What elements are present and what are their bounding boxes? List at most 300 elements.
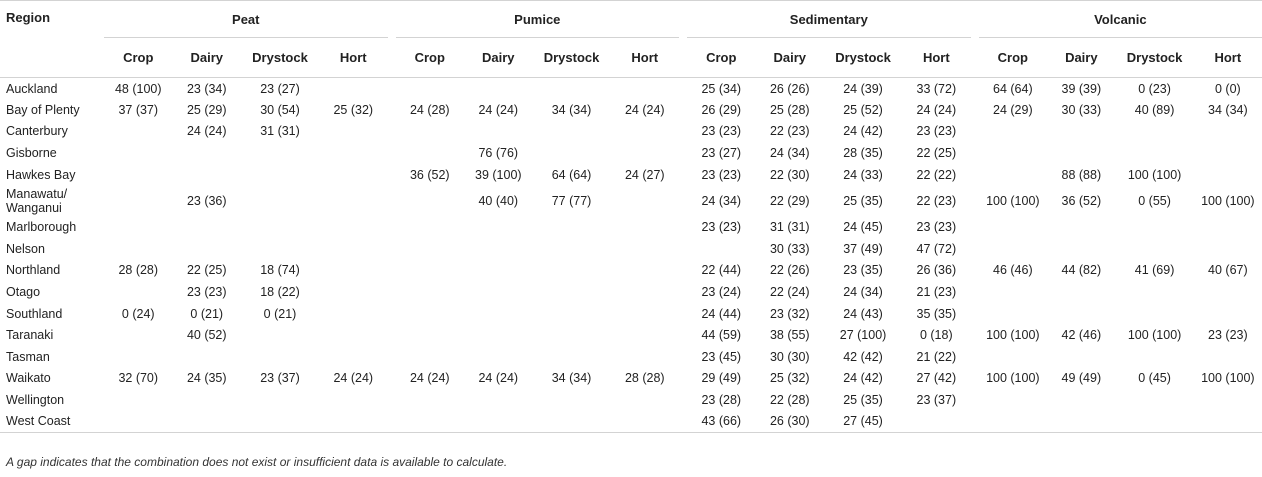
group-header-row — [0, 1, 1262, 38]
value-cell — [464, 260, 533, 282]
table-row — [0, 142, 1262, 164]
value-cell: 46 (46) — [993, 263, 1033, 278]
value-cell — [1116, 281, 1194, 303]
value-cell: 28 (28) — [624, 371, 665, 386]
value-cell — [319, 78, 388, 100]
value-cell — [1047, 411, 1116, 433]
value-cell — [979, 389, 1048, 411]
region-cell: Tasman — [6, 349, 50, 364]
value-cell: 0 (0) — [1214, 81, 1241, 96]
value-cell: 43 (66) — [687, 411, 756, 433]
value-cell: 25 (28) — [769, 102, 810, 117]
group-gap — [679, 389, 687, 411]
value-cell: 76 (76) — [478, 146, 519, 161]
value-cell: 31 (31) — [260, 124, 300, 139]
subheader-hort: Hort — [319, 38, 388, 78]
value-cell — [396, 346, 465, 368]
table-row — [0, 389, 1262, 411]
value-cell — [611, 324, 680, 346]
value-cell: 48 (100) — [114, 81, 162, 96]
value-cell — [1194, 216, 1262, 238]
value-cell — [611, 142, 680, 164]
value-cell — [979, 238, 1048, 260]
value-cell — [319, 121, 388, 143]
value-cell: 24 (33) — [843, 167, 883, 182]
region-cell: Waikato — [6, 371, 51, 386]
value-cell — [979, 164, 1048, 186]
group-gap — [388, 389, 396, 411]
value-cell — [241, 216, 319, 238]
group-gap — [679, 164, 687, 186]
value-cell: 100 (100) — [1127, 167, 1182, 182]
group-gap — [971, 389, 979, 411]
value-cell: 100 (100) — [1127, 328, 1182, 343]
value-cell — [1194, 238, 1262, 260]
value-cell — [396, 238, 465, 260]
value-cell: 27 (42) — [916, 371, 957, 386]
value-cell — [396, 142, 465, 164]
value-cell — [464, 78, 533, 100]
value-cell: 33 (72) — [916, 81, 957, 96]
value-cell: 24 (28) — [409, 102, 450, 117]
value-cell: 100 (100) — [1201, 371, 1255, 386]
region-cell: Southland — [6, 306, 63, 321]
value-cell — [464, 389, 533, 411]
group-gap — [971, 164, 979, 186]
value-cell — [611, 303, 680, 325]
value-cell — [104, 281, 173, 303]
value-cell — [464, 121, 533, 143]
region-cell: Marlborough — [6, 220, 77, 235]
value-cell — [1047, 346, 1116, 368]
value-cell — [1047, 142, 1116, 164]
table-row — [0, 368, 1262, 390]
value-cell: 25 (35) — [843, 393, 883, 408]
value-cell: 25 (52) — [843, 102, 883, 117]
value-cell — [464, 303, 533, 325]
value-cell — [979, 216, 1048, 238]
value-cell: 49 (49) — [1061, 371, 1102, 386]
value-cell: 40 (67) — [1208, 263, 1248, 278]
subheader-drystock: Drystock — [1116, 38, 1194, 78]
value-cell: 23 (37) — [260, 371, 300, 386]
value-cell: 22 (29) — [769, 193, 810, 208]
group-gap — [388, 238, 396, 260]
group-gap — [679, 185, 687, 216]
value-cell: 28 (35) — [843, 146, 883, 161]
value-cell: 100 (100) — [986, 328, 1040, 343]
value-cell — [1047, 216, 1116, 238]
value-cell — [1194, 281, 1262, 303]
group-gap — [679, 324, 687, 346]
value-cell: 24 (45) — [843, 220, 883, 235]
value-cell: 24 (24) — [478, 371, 519, 386]
value-cell — [533, 281, 611, 303]
value-cell — [104, 346, 173, 368]
value-cell: 22 (23) — [916, 193, 957, 208]
value-cell — [611, 346, 680, 368]
value-cell: 0 (21) — [190, 306, 224, 321]
value-cell — [319, 324, 388, 346]
group-gap — [679, 346, 687, 368]
value-cell — [1116, 142, 1194, 164]
value-cell: 23 (24) — [701, 285, 742, 300]
value-cell — [104, 411, 173, 433]
value-cell: 26 (29) — [701, 102, 742, 117]
value-cell — [104, 389, 173, 411]
group-header-volcanic: Volcanic — [979, 1, 1262, 38]
table-row — [0, 164, 1262, 186]
value-cell — [173, 164, 242, 186]
value-cell — [979, 142, 1048, 164]
value-cell — [611, 260, 680, 282]
value-cell: 22 (25) — [186, 263, 227, 278]
group-gap — [388, 216, 396, 238]
value-cell: 26 (36) — [916, 263, 957, 278]
value-cell: 38 (55) — [769, 328, 810, 343]
value-cell — [319, 238, 388, 260]
table-row — [0, 260, 1262, 282]
value-cell — [1047, 303, 1116, 325]
value-cell: 39 (100) — [475, 167, 522, 182]
value-cell: 42 (46) — [1061, 328, 1102, 343]
group-gap — [388, 368, 396, 390]
table-row — [0, 411, 1262, 433]
value-cell: 23 (23) — [701, 167, 742, 182]
value-cell — [464, 411, 533, 433]
value-cell: 41 (69) — [1134, 263, 1175, 278]
value-cell: 24 (24) — [624, 102, 665, 117]
value-cell: 24 (39) — [843, 81, 883, 96]
value-cell — [1194, 121, 1262, 143]
value-cell: 30 (33) — [769, 241, 810, 256]
subcolumn-header-row — [0, 38, 1262, 78]
subheader-gap — [971, 38, 979, 78]
value-cell — [533, 260, 611, 282]
region-column-header: Region — [0, 1, 104, 78]
value-cell: 27 (45) — [824, 411, 902, 433]
value-cell — [464, 346, 533, 368]
region-cell: Wellington — [6, 393, 65, 408]
value-cell: 24 (42) — [843, 371, 883, 386]
group-gap — [388, 164, 396, 186]
value-cell — [464, 324, 533, 346]
value-cell — [464, 216, 533, 238]
value-cell: 64 (64) — [551, 167, 592, 182]
value-cell: 25 (34) — [701, 81, 742, 96]
value-cell — [396, 389, 465, 411]
table-row — [0, 281, 1262, 303]
value-cell: 24 (42) — [843, 124, 883, 139]
value-cell: 24 (27) — [624, 167, 665, 182]
group-gap — [971, 411, 979, 433]
value-cell — [104, 238, 173, 260]
region-cell: Manawatu/ Wanganui — [6, 186, 68, 215]
value-cell — [1116, 411, 1194, 433]
value-cell: 23 (27) — [260, 81, 300, 96]
group-gap — [388, 281, 396, 303]
group-gap — [388, 260, 396, 282]
value-cell — [173, 238, 242, 260]
value-cell: 0 (21) — [263, 306, 297, 321]
region-cell: Taranaki — [6, 328, 54, 343]
group-gap — [679, 78, 687, 100]
value-cell — [611, 121, 680, 143]
value-cell: 23 (23) — [916, 124, 957, 139]
group-gap — [679, 99, 687, 121]
value-cell — [319, 260, 388, 282]
value-cell: 36 (52) — [1061, 193, 1102, 208]
value-cell: 18 (22) — [260, 285, 300, 300]
value-cell — [319, 142, 388, 164]
value-cell — [533, 216, 611, 238]
value-cell — [533, 78, 611, 100]
value-cell — [1047, 121, 1116, 143]
value-cell: 23 (23) — [701, 220, 742, 235]
value-cell — [173, 389, 242, 411]
value-cell: 0 (18) — [919, 328, 953, 343]
group-gap — [971, 185, 979, 216]
value-cell — [396, 281, 465, 303]
table-row — [0, 324, 1262, 346]
value-cell: 37 (49) — [843, 241, 883, 256]
table-row — [0, 238, 1262, 260]
group-header-peat: Peat — [104, 1, 388, 38]
value-cell — [533, 411, 611, 433]
value-cell: 24 (24) — [916, 102, 957, 117]
value-cell: 30 (54) — [260, 102, 300, 117]
value-cell — [173, 411, 242, 433]
region-cell: West Coast — [0, 411, 104, 433]
group-gap — [388, 185, 396, 216]
group-gap — [388, 346, 396, 368]
value-cell — [396, 411, 465, 433]
value-cell — [241, 164, 319, 186]
value-cell — [241, 324, 319, 346]
value-cell: 100 (100) — [986, 371, 1040, 386]
subheader-gap — [679, 38, 687, 78]
value-cell: 22 (28) — [769, 393, 810, 408]
value-cell: 22 (25) — [916, 146, 957, 161]
value-cell — [319, 346, 388, 368]
value-cell — [241, 346, 319, 368]
subheader-crop: Crop — [687, 38, 756, 78]
subheader-dairy: Dairy — [173, 38, 242, 78]
value-cell: 0 (45) — [1138, 371, 1171, 386]
value-cell — [396, 303, 465, 325]
region-cell: Auckland — [6, 81, 58, 96]
group-gap — [971, 121, 979, 143]
region-cell: Northland — [6, 263, 61, 278]
value-cell — [979, 411, 1048, 433]
value-cell — [319, 303, 388, 325]
value-cell — [1116, 121, 1194, 143]
region-cell: Bay of Plenty — [6, 102, 80, 117]
value-cell: 24 (34) — [701, 193, 742, 208]
group-header-sedimentary: Sedimentary — [687, 1, 971, 38]
value-cell — [979, 346, 1048, 368]
value-cell — [1047, 389, 1116, 411]
value-cell — [319, 389, 388, 411]
value-cell: 23 (32) — [769, 306, 810, 321]
value-cell: 100 (100) — [1201, 193, 1255, 208]
value-cell — [611, 389, 680, 411]
region-cell: Hawkes Bay — [6, 167, 76, 182]
group-gap — [388, 324, 396, 346]
value-cell: 23 (23) — [916, 220, 957, 235]
value-cell — [687, 238, 756, 260]
value-cell — [533, 346, 611, 368]
value-cell — [1116, 216, 1194, 238]
value-cell — [611, 411, 680, 433]
value-cell: 24 (43) — [843, 306, 883, 321]
value-cell — [533, 389, 611, 411]
table-row — [0, 346, 1262, 368]
value-cell — [1194, 164, 1262, 186]
value-cell — [241, 142, 319, 164]
value-cell — [1116, 389, 1194, 411]
value-cell: 77 (77) — [551, 193, 592, 208]
value-cell — [1194, 142, 1262, 164]
table-row — [0, 216, 1262, 238]
value-cell: 34 (34) — [551, 102, 592, 117]
value-cell — [902, 411, 971, 433]
group-gap — [679, 238, 687, 260]
value-cell: 23 (45) — [701, 349, 742, 364]
group-gap — [388, 411, 396, 433]
subheader-drystock: Drystock — [241, 38, 319, 78]
value-cell — [396, 260, 465, 282]
value-cell: 23 (35) — [843, 263, 883, 278]
value-cell: 22 (30) — [769, 167, 810, 182]
value-cell: 35 (35) — [916, 306, 957, 321]
value-cell — [533, 142, 611, 164]
value-cell: 31 (31) — [769, 220, 810, 235]
group-gap — [388, 99, 396, 121]
subheader-hort: Hort — [1194, 38, 1262, 78]
region-cell: Gisborne — [6, 146, 57, 161]
group-gap — [679, 216, 687, 238]
value-cell: 24 (24) — [186, 124, 227, 139]
value-cell: 28 (28) — [118, 263, 159, 278]
table-row — [0, 99, 1262, 121]
subheader-crop: Crop — [979, 38, 1048, 78]
region-cell: Nelson — [6, 241, 45, 256]
value-cell: 21 (23) — [916, 285, 957, 300]
value-cell: 47 (72) — [916, 241, 957, 256]
value-cell — [396, 121, 465, 143]
value-cell: 39 (39) — [1061, 81, 1102, 96]
value-cell: 23 (23) — [701, 124, 742, 139]
value-cell — [1116, 238, 1194, 260]
value-cell: 22 (24) — [769, 285, 810, 300]
value-cell: 25 (32) — [769, 371, 810, 386]
value-cell: 22 (22) — [916, 167, 957, 182]
table-body — [0, 78, 1262, 433]
value-cell: 30 (33) — [1061, 102, 1102, 117]
region-cell: Canterbury — [6, 124, 68, 139]
value-cell: 23 (27) — [701, 146, 742, 161]
value-cell — [533, 238, 611, 260]
group-gap — [679, 142, 687, 164]
value-cell — [979, 281, 1048, 303]
value-cell: 34 (34) — [1208, 102, 1248, 117]
group-gap — [679, 121, 687, 143]
value-cell: 44 (82) — [1061, 263, 1102, 278]
value-cell: 21 (22) — [916, 349, 957, 364]
value-cell — [319, 164, 388, 186]
value-cell — [396, 78, 465, 100]
value-cell: 24 (24) — [333, 371, 374, 386]
group-gap — [971, 78, 979, 100]
value-cell — [611, 238, 680, 260]
group-gap — [679, 411, 687, 433]
value-cell: 26 (30) — [756, 411, 825, 433]
group-gap — [388, 121, 396, 143]
group-gap — [971, 216, 979, 238]
value-cell: 23 (36) — [186, 193, 227, 208]
value-cell — [104, 164, 173, 186]
value-cell — [1194, 303, 1262, 325]
value-cell — [1194, 346, 1262, 368]
value-cell: 0 (24) — [121, 306, 155, 321]
value-cell: 22 (44) — [701, 263, 742, 278]
value-cell: 24 (29) — [993, 102, 1033, 117]
value-cell — [979, 303, 1048, 325]
value-cell: 23 (28) — [701, 393, 742, 408]
value-cell — [173, 216, 242, 238]
value-cell — [319, 411, 388, 433]
group-gap — [971, 1, 979, 38]
subheader-crop: Crop — [396, 38, 465, 78]
value-cell — [241, 185, 319, 216]
value-cell: 24 (35) — [186, 371, 227, 386]
value-cell — [533, 324, 611, 346]
value-cell: 64 (64) — [993, 81, 1033, 96]
value-cell — [1047, 238, 1116, 260]
group-gap — [971, 368, 979, 390]
value-cell: 26 (26) — [769, 81, 810, 96]
subheader-dairy: Dairy — [464, 38, 533, 78]
value-cell: 25 (32) — [333, 102, 374, 117]
table-row — [0, 121, 1262, 143]
value-cell — [319, 216, 388, 238]
group-gap — [971, 99, 979, 121]
group-gap — [971, 142, 979, 164]
value-cell: 0 (23) — [1138, 81, 1171, 96]
group-gap — [679, 303, 687, 325]
subheader-hort: Hort — [902, 38, 971, 78]
value-cell: 23 (34) — [186, 81, 227, 96]
value-cell: 40 (52) — [186, 328, 227, 343]
value-cell: 36 (52) — [409, 167, 450, 182]
value-cell — [1116, 303, 1194, 325]
value-cell — [611, 78, 680, 100]
subheader-hort: Hort — [611, 38, 680, 78]
group-gap — [679, 281, 687, 303]
value-cell: 44 (59) — [701, 328, 742, 343]
value-cell — [464, 238, 533, 260]
table-row — [0, 185, 1262, 216]
value-cell: 34 (34) — [551, 371, 592, 386]
value-cell: 88 (88) — [1061, 167, 1102, 182]
group-gap — [679, 260, 687, 282]
group-gap — [679, 368, 687, 390]
group-gap — [388, 303, 396, 325]
value-cell: 18 (74) — [260, 263, 300, 278]
value-cell: 23 (37) — [916, 393, 957, 408]
table-row — [0, 78, 1262, 100]
